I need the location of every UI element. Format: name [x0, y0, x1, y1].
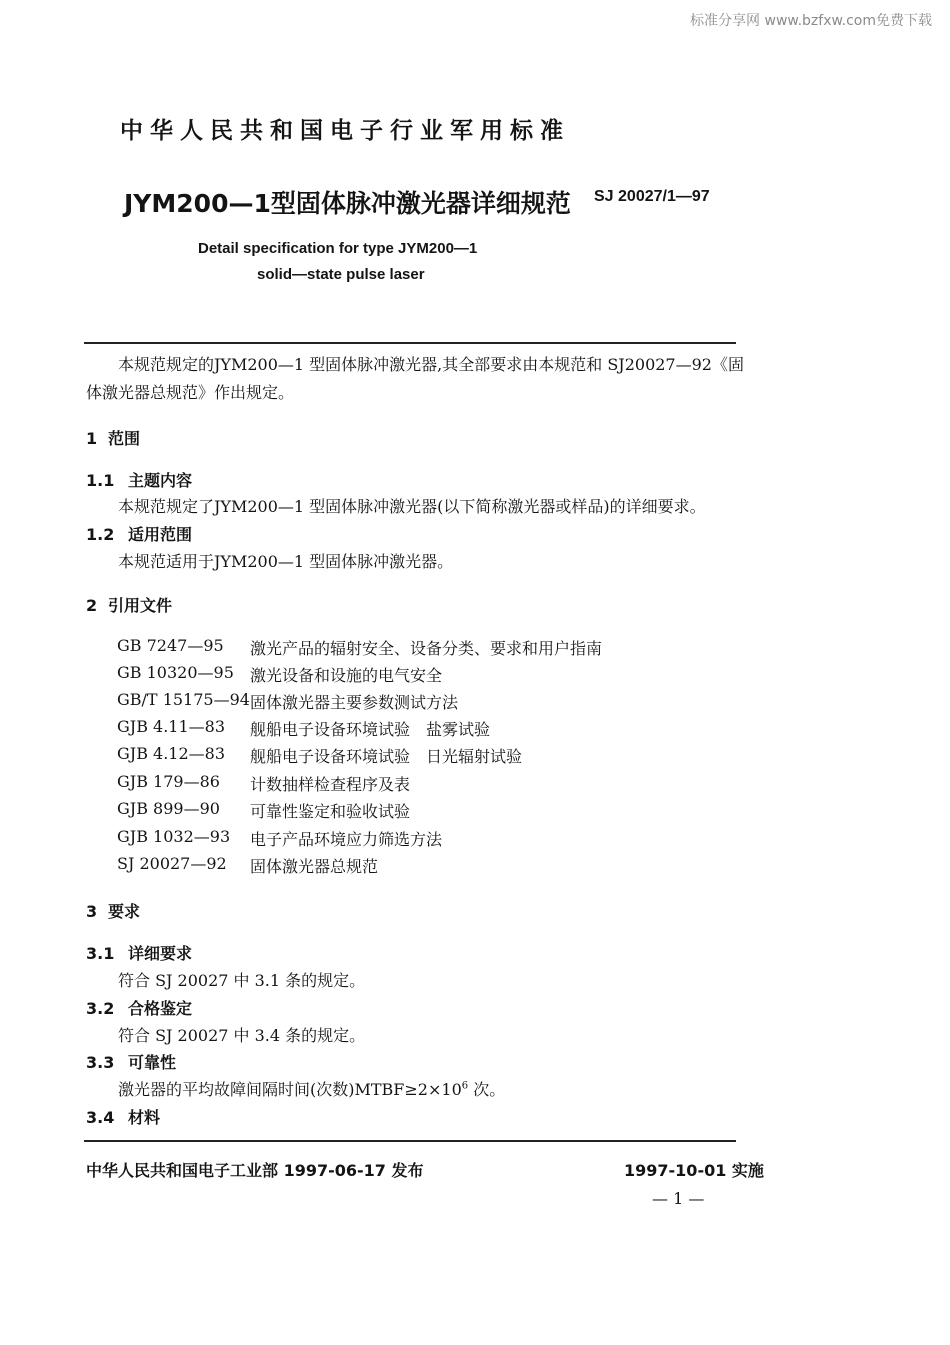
page-title: JYM200—1型固体脉冲激光器详细规范 [124, 189, 571, 218]
section-number: 3 [86, 902, 98, 921]
section-title: 范围 [108, 429, 141, 448]
english-title-line2: solid—state pulse laser [257, 266, 425, 283]
intro-line1: 本规范规定的JYM200—1 型固体脉冲激光器,其全部要求由本规范和 SJ20027—92《固 [118, 355, 744, 374]
reference-code: GB/T 15175—94 [117, 690, 250, 709]
section-3-3-body [118, 1077, 505, 1100]
reference-code: GB 7247—95 [117, 636, 224, 655]
reference-title: 可靠性鉴定和验收试验 [250, 802, 411, 821]
reference-code: GJB 179—86 [117, 772, 220, 791]
section-number: 1.2 [86, 525, 115, 544]
reference-title: 计数抽样检查程序及表 [250, 775, 411, 794]
reference-title: 激光设备和设施的电气安全 [250, 666, 443, 685]
reference-title: 激光产品的辐射安全、设备分类、要求和用户指南 [250, 639, 603, 658]
section-3-2-body: 符合 SJ 20027 中 3.4 条的规定。 [118, 1026, 366, 1045]
section-1-2-heading [86, 522, 192, 545]
section-number: 1 [86, 429, 98, 448]
section-title: 适用范围 [128, 525, 193, 544]
reference-code: GJB 4.12—83 [117, 744, 226, 763]
section-title: 合格鉴定 [128, 999, 193, 1018]
section-3-2-heading [86, 996, 192, 1019]
reference-code: GB 10320—95 [117, 663, 234, 682]
section-number: 3.2 [86, 999, 115, 1018]
reference-title: 舰船电子设备环境试验 盐雾试验 [250, 720, 491, 739]
standard-category: 中华人民共和国电子行业军用标准 [120, 118, 570, 144]
section-1-heading [86, 426, 140, 449]
section-number: 3.4 [86, 1108, 115, 1127]
section-number: 1.1 [86, 471, 115, 490]
reference-title: 电子产品环境应力筛选方法 [250, 830, 443, 849]
reference-title: 固体激光器总规范 [250, 857, 379, 876]
section-1-1-body: 本规范规定了JYM200—1 型固体脉冲激光器(以下简称激光器或样品)的详细要求。 [118, 497, 706, 516]
reference-code: GJB 4.11—83 [117, 717, 226, 736]
section-title: 材料 [128, 1108, 161, 1127]
section-number: 3.1 [86, 944, 115, 963]
mtbf-suffix: 次。 [468, 1080, 506, 1099]
section-3-4-heading [86, 1105, 160, 1128]
section-3-heading [86, 899, 140, 922]
effective-date: 1997-10-01 实施 [624, 1161, 764, 1180]
section-3-1-heading [86, 941, 192, 964]
section-title: 引用文件 [108, 596, 173, 615]
section-title: 主题内容 [128, 471, 193, 490]
section-2-heading [86, 593, 172, 616]
standard-number: SJ 20027/1—97 [594, 188, 710, 205]
section-title: 可靠性 [128, 1053, 177, 1072]
page-number: — 1 — [652, 1189, 705, 1208]
section-title: 要求 [108, 902, 141, 921]
reference-title: 固体激光器主要参数测试方法 [250, 693, 459, 712]
bottom-divider [84, 1140, 736, 1142]
section-3-3-heading [86, 1050, 176, 1073]
section-1-1-heading [86, 468, 192, 491]
reference-title: 舰船电子设备环境试验 日光辐射试验 [250, 747, 523, 766]
section-1-2-body: 本规范适用于JYM200—1 型固体脉冲激光器。 [118, 552, 454, 571]
issue-info: 中华人民共和国电子工业部 1997-06-17 发布 [86, 1161, 424, 1180]
section-number: 2 [86, 596, 98, 615]
watermark: 标准分享网 www.bzfxw.com免费下载 [690, 13, 932, 29]
top-divider [84, 342, 736, 344]
english-title-line1: Detail specification for type JYM200—1 [198, 240, 478, 257]
intro-line2: 体激光器总规范》作出规定。 [86, 383, 295, 402]
mtbf-text: 激光器的平均故障间隔时间(次数)MTBF≥2×10 [118, 1080, 462, 1099]
mtbf-exponent: 6 [461, 1080, 469, 1092]
reference-code: SJ 20027—92 [117, 854, 227, 873]
section-number: 3.3 [86, 1053, 115, 1072]
section-3-1-body: 符合 SJ 20027 中 3.1 条的规定。 [118, 971, 366, 990]
reference-code: GJB 899—90 [117, 799, 220, 818]
reference-code: GJB 1032—93 [117, 827, 231, 846]
section-title: 详细要求 [128, 944, 193, 963]
